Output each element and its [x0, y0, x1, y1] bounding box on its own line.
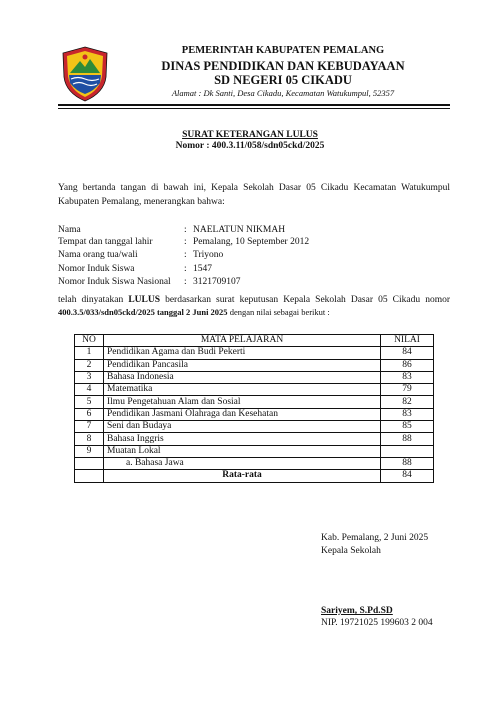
- row-no: [75, 457, 104, 469]
- row-score: 83: [381, 371, 434, 383]
- value-birth: Pemalang, 10 September 2012: [193, 237, 310, 247]
- document-number: Nomor : 400.3.11/058/sdn05ckd/2025: [175, 141, 325, 151]
- colon: :: [184, 250, 187, 260]
- signature-role: Kepala Sekolah: [321, 546, 381, 556]
- table-row: [75, 396, 434, 408]
- row-subject: Pendidikan Agama dan Budi Pekerti: [104, 347, 381, 359]
- statement-decree-line: [58, 306, 450, 319]
- decree-post: dengan nilai sebagai berikut :: [227, 307, 330, 317]
- row-score: 84: [381, 347, 434, 359]
- row-subject: Pendidikan Jasmani Olahraga dan Kesehatan: [104, 408, 381, 420]
- row-no: 5: [75, 396, 104, 408]
- table-row: [75, 384, 434, 396]
- table-row: [75, 347, 434, 359]
- statement-pre: telah dinyatakan: [58, 295, 129, 305]
- signature-name: Sariyem, S.Pd.SD: [321, 606, 393, 616]
- row-no: 1: [75, 347, 104, 359]
- grades-table: [74, 334, 434, 483]
- header-address: Alamat : Dk Santi, Desa Cikadu, Kecamatan Watukumpul, 52357: [171, 88, 395, 98]
- header-government: PEMERINTAH KABUPATEN PEMALANG: [181, 45, 385, 56]
- document-title: SURAT KETERANGAN LULUS: [182, 130, 318, 140]
- row-subject: Matematika: [104, 384, 381, 396]
- header-agency: DINAS PENDIDIKAN DAN KEBUDAYAAN: [161, 59, 405, 73]
- row-score: [381, 445, 434, 457]
- header-score: NILAI: [381, 335, 434, 347]
- row-subject: Ilmu Pengetahuan Alam dan Sosial: [104, 396, 381, 408]
- value-name: NAELATUN NIKMAH: [193, 225, 286, 235]
- label-birth: Tempat dan tanggal lahir: [58, 237, 153, 247]
- row-subject: Bahasa Indonesia: [104, 371, 381, 383]
- row-no: 7: [75, 421, 104, 433]
- signature-nip: NIP. 19721025 199603 2 004: [321, 618, 433, 628]
- row-score: 79: [381, 384, 434, 396]
- signature-place-date: Kab. Pemalang, 2 Juni 2025: [321, 533, 429, 543]
- intro-line-2: Kabupaten Pemalang, menerangkan bahwa:: [58, 197, 225, 207]
- header-no: NO: [75, 335, 104, 347]
- colon: :: [184, 277, 187, 287]
- row-no: 6: [75, 408, 104, 420]
- colon: :: [184, 237, 187, 247]
- table-header-row: [75, 335, 434, 347]
- row-score: 86: [381, 359, 434, 371]
- statement-post: berdasarkan surat keputusan Kepala Sekolah Dasar 05 Cikadu nomor: [160, 295, 450, 305]
- row-subject: Bahasa Inggris: [104, 433, 381, 445]
- colon: :: [184, 264, 187, 274]
- value-parent: Triyono: [193, 250, 224, 260]
- table-row: [75, 457, 434, 469]
- table-row: [75, 371, 434, 383]
- row-subject: Seni dan Budaya: [104, 421, 381, 433]
- row-subject: Pendidikan Pancasila: [104, 359, 381, 371]
- intro-line-1: Yang bertanda tangan di bawah ini, Kepala Sekolah Dasar 05 Cikadu Kecamatan Watukumpul: [58, 183, 450, 193]
- row-subject: Muatan Lokal: [104, 445, 381, 457]
- table-average-row: [75, 470, 434, 482]
- table-row: [75, 408, 434, 420]
- average-empty: [75, 470, 104, 482]
- average-value: 84: [381, 470, 434, 482]
- header-rule-thin: [58, 108, 450, 109]
- row-no: 8: [75, 433, 104, 445]
- row-no: 9: [75, 445, 104, 457]
- label-nisn: Nomor Induk Siswa Nasional: [58, 277, 171, 287]
- label-name: Nama: [58, 225, 81, 235]
- value-nisn: 3121709107: [193, 277, 241, 287]
- row-subject: a. Bahasa Jawa: [104, 457, 381, 469]
- header-school: SD NEGERI 05 CIKADU: [214, 73, 352, 87]
- regency-emblem-icon: [60, 45, 110, 103]
- row-no: 2: [75, 359, 104, 371]
- decree-number: 400.3.5/033/sdn05ckd/2025 tanggal 2 Juni 2025: [58, 307, 228, 317]
- row-score: 85: [381, 421, 434, 433]
- row-score: 88: [381, 433, 434, 445]
- header-rule-thick: [58, 104, 450, 106]
- colon: :: [184, 225, 187, 235]
- table-row: [75, 359, 434, 371]
- label-nis: Nomor Induk Siswa: [58, 264, 135, 274]
- average-label: Rata-rata: [104, 470, 381, 482]
- table-row: [75, 433, 434, 445]
- statement-lulus: LULUS: [128, 295, 160, 305]
- row-no: 3: [75, 371, 104, 383]
- value-nis: 1547: [193, 264, 212, 274]
- row-score: 83: [381, 408, 434, 420]
- label-parent: Nama orang tua/wali: [58, 250, 138, 260]
- row-score: 88: [381, 457, 434, 469]
- row-score: 82: [381, 396, 434, 408]
- table-row: [75, 445, 434, 457]
- table-row: [75, 421, 434, 433]
- header-subject: MATA PELAJARAN: [104, 335, 381, 347]
- row-no: 4: [75, 384, 104, 396]
